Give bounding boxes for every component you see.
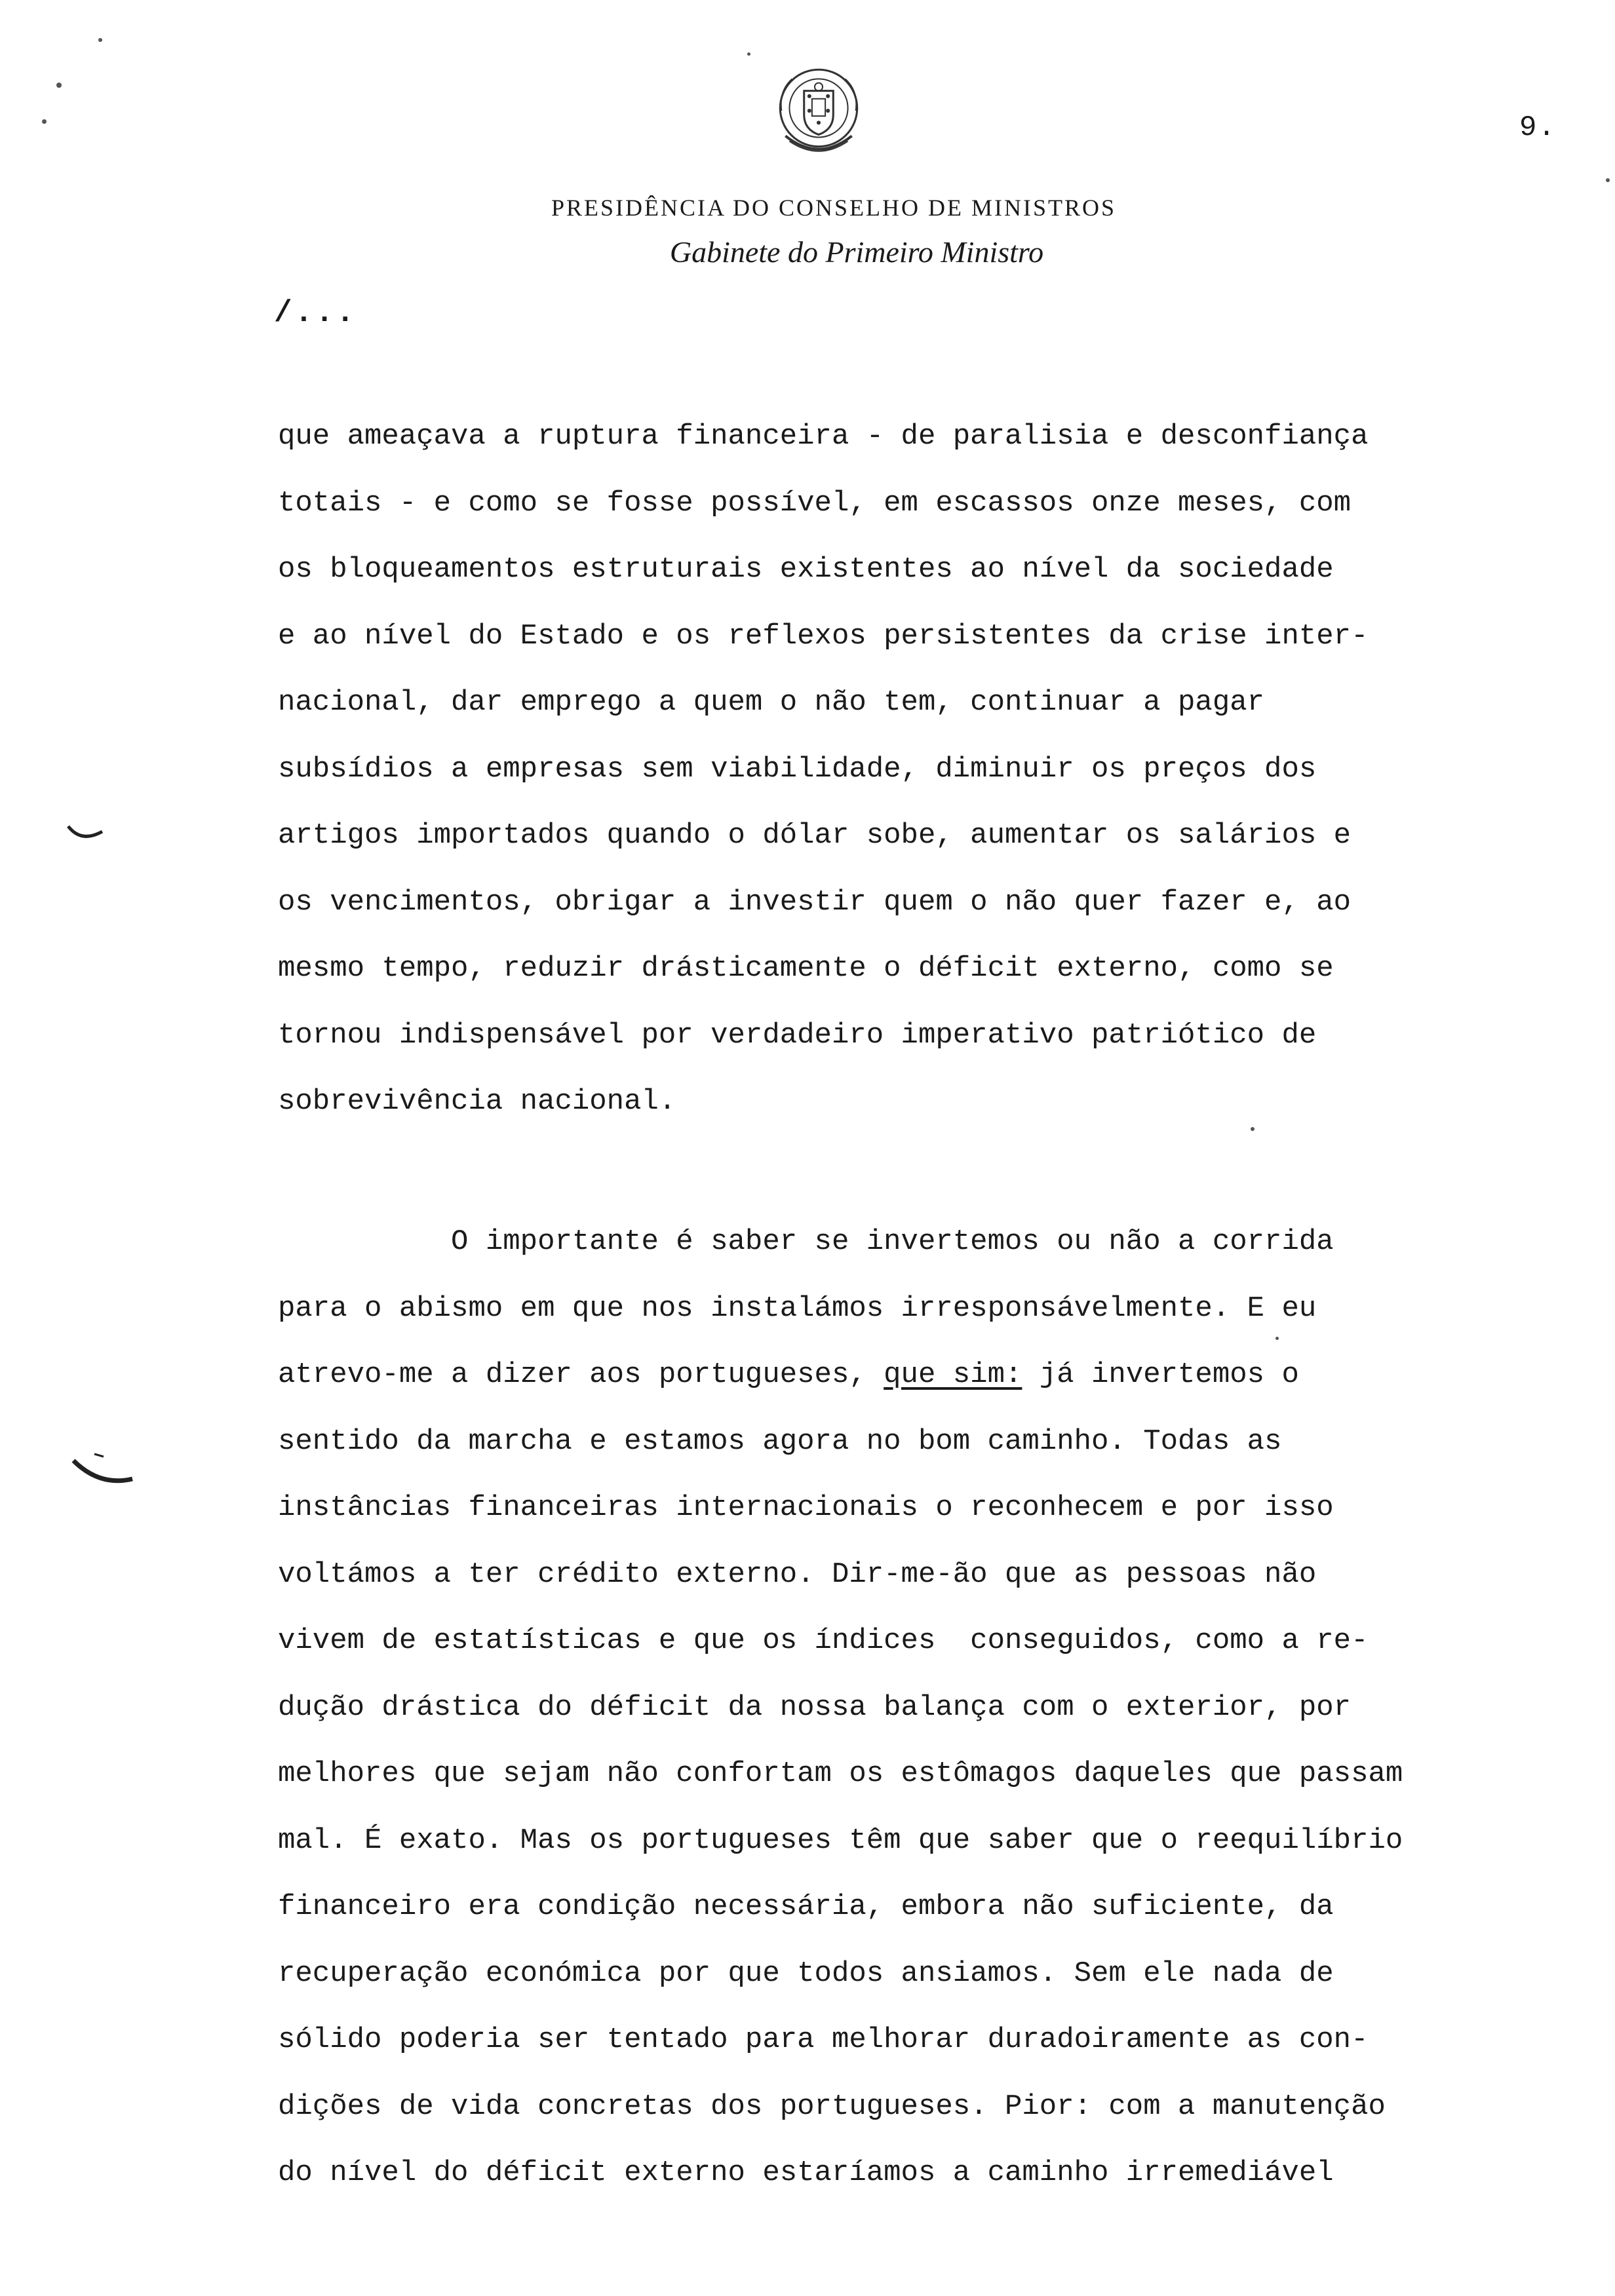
text-line: voltámos a ter crédito externo. Dir-me-ão que as pessoas não: [278, 1558, 1317, 1591]
text-line: instâncias financeiras internacionais o reconhecem e por isso: [278, 1491, 1334, 1524]
text-line: subsídios a empresas sem viabilidade, diminuir os preços dos: [278, 752, 1317, 786]
text-line: totais - e como se fosse possível, em escassos onze meses, com: [278, 486, 1352, 520]
text-line: sobrevivência nacional.: [278, 1085, 676, 1118]
text-segment: já invertemos o: [1022, 1358, 1299, 1391]
text-line: que ameaçava a ruptura financeira - de paralisia e desconfiança: [278, 420, 1369, 453]
text-segment: atrevo-me a dizer aos portugueses,: [278, 1358, 884, 1391]
text-line: mal. É exato. Mas os portugueses têm que saber que o reequilíbrio: [278, 1824, 1403, 1857]
scan-speck: [98, 38, 102, 42]
text-line: e ao nível do Estado e os reflexos persistentes da crise inter-: [278, 619, 1369, 653]
scan-speck: [747, 52, 750, 56]
text-line: para o abismo em que nos instalámos irresponsávelmente. E eu: [278, 1292, 1317, 1325]
text-line: os bloqueamentos estruturais existentes ao nível da sociedade: [278, 553, 1334, 586]
continuation-mark: /...: [274, 296, 357, 330]
text-line: sólido poderia ser tentado para melhorar duradoiramente as con-: [278, 2023, 1369, 2056]
text-line: recuperação económica por que todos ansiamos. Sem ele nada de: [278, 1957, 1334, 1990]
scan-speck: [56, 83, 62, 88]
text-line: dução drástica do déficit da nossa balança com o exterior, por: [278, 1691, 1352, 1724]
text-line: nacional, dar emprego a quem o não tem, continuar a pagar: [278, 686, 1265, 719]
page-number: 9.: [1519, 111, 1557, 144]
text-line: mesmo tempo, reduzir drásticamente o déficit externo, como se: [278, 952, 1334, 985]
text-line: O importante é saber se invertemos ou não a corrida: [278, 1225, 1334, 1258]
text-line: artigos importados quando o dólar sobe, aumentar os salários e: [278, 819, 1352, 852]
text-line: [278, 1342, 1582, 1409]
text-line: melhores que sejam não confortam os estômagos daqueles que passam: [278, 1757, 1403, 1790]
text-line: do nível do déficit externo estaríamos a caminho irremediável: [278, 2156, 1334, 2189]
text-line: sentido da marcha e estamos agora no bom caminho. Todas as: [278, 1425, 1282, 1458]
scan-speck: [1251, 1127, 1255, 1131]
letterhead-subtitle: Gabinete do Primeiro Ministro: [669, 235, 1044, 269]
text-line: tornou indispensável por verdadeiro imperativo patriótico de: [278, 1018, 1317, 1052]
text-line: os vencimentos, obrigar a investir quem o não quer fazer e, ao: [278, 885, 1352, 919]
paragraph-2: [278, 1209, 1582, 2207]
text-line: financeiro era condição necessária, embora não suficiente, da: [278, 1890, 1334, 1923]
coat-of-arms-seal-icon: [766, 58, 872, 164]
scan-speck: [1275, 1337, 1279, 1340]
paragraph-1: [278, 404, 1582, 1136]
scan-speck: [1606, 178, 1610, 182]
punch-mark-icon: [66, 822, 105, 849]
underlined-phrase: que sim:: [884, 1358, 1022, 1391]
punch-mark-icon: [71, 1451, 136, 1497]
scan-speck: [42, 119, 47, 124]
text-line: vivem de estatísticas e que os índices conseguidos, como a re-: [278, 1624, 1369, 1657]
letterhead-title: PRESIDÊNCIA DO CONSELHO DE MINISTROS: [551, 195, 1117, 221]
text-line: dições de vida concretas dos portugueses. Pior: com a manutenção: [278, 2090, 1386, 2123]
